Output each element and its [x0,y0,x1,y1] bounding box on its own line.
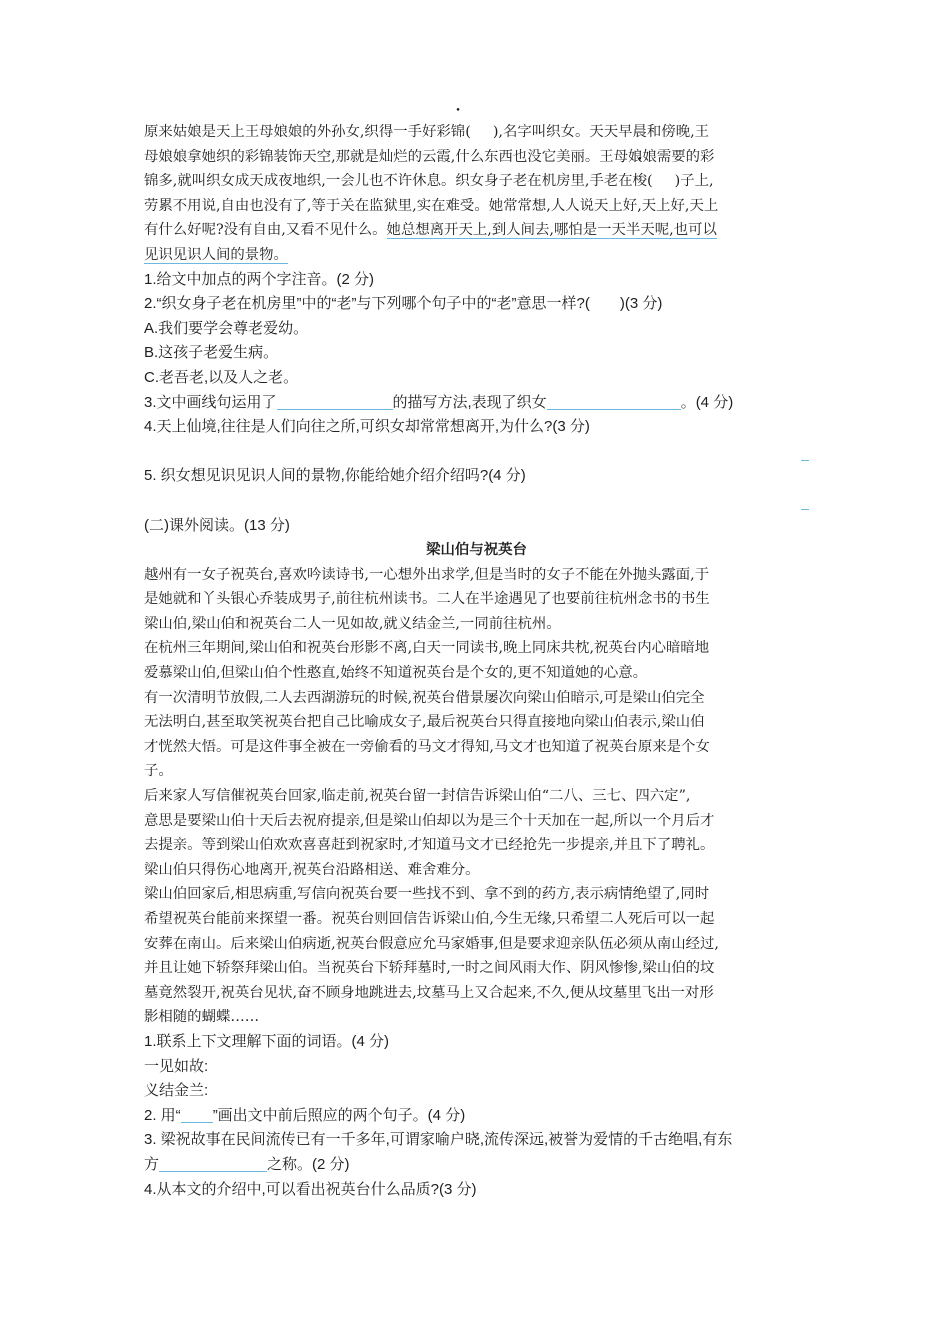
question-5: 5. 织女想见识见识人间的景物,你能给她介绍介绍吗?(4 分) [144,467,526,485]
passage1-line1 [144,120,809,145]
passage2-line: 有一次清明节放假,二人去西湖游玩的时候,祝英台借景屡次向梁山伯暗示,可是梁山伯完全 [144,689,705,706]
text: 2.“织女身子老在机房里”中的“老”与下列哪个句子中的“老”意思一样?( [144,295,590,313]
section-heading: (二)课外阅读。(13 分) [144,516,290,534]
passage2-line: 影相随的蝴蝶…… [144,1009,260,1026]
passage2-line: 梁山伯回家后,相思病重,写信向祝英台要一些找不到、拿不到的药方,表示病情绝望了,同时 [144,886,710,903]
passage2-line: 后来家人写信催祝英台回家,临走前,祝英台留一封信告诉梁山伯“二八、三七、四六定”, [144,788,691,805]
passage2-line: 梁山伯,梁山伯和祝英台二人一见如故,就义结金兰,一同前往杭州。 [144,615,561,632]
passage2-line: 才恍然大悟。可是这件事全被在一旁偷看的马文才得知,马文才也知道了祝英台原来是个女 [144,738,710,755]
underlined-sentence-end: 见识见识人间的景物。 [144,246,288,263]
option-b[interactable]: B.这孩子老爱生病。 [144,344,279,362]
text: )子上, [674,173,714,190]
text: ”画出文中前后照应的两个句子。(4 分) [212,1106,466,1124]
worksheet-page [144,120,809,1202]
text: 2. 用“ [144,1106,181,1124]
text: )(3 分) [619,295,663,313]
answer-blank-trait[interactable] [547,393,681,410]
passage2-line: 希望祝英台能前来探望一番。祝英台则回信告诉梁山伯,今生无缘,只希望二人死后可以一起 [144,911,715,927]
text: 原来姑娘是天上王母娘娘的外孙女,织得一手好彩 [144,124,451,140]
answer-area-q4[interactable] [144,440,809,465]
option-c[interactable]: C.老吾老,以及人之老。 [144,368,299,386]
option-a[interactable]: A.我们要学会尊老爱幼。 [144,319,309,337]
answer-blank-method[interactable] [277,393,393,410]
underline-sample [181,1106,213,1123]
question2-2 [144,1104,809,1129]
passage2-line: 是她就和丫头银心乔装成男子,前往杭州读书。二人在半途遇见了也要前往杭州念书的书生 [144,591,710,608]
question2-4: 4.从本文的介绍中,可以看出祝英台什么品质?(3 分) [144,1180,477,1198]
question-2 [144,292,809,317]
passage-title: 梁山伯与祝英台 [426,541,527,559]
passage2-line: 去提亲。等到梁山伯欢欢喜喜赶到祝家时,才知道马文才已经抢先一步提亲,并且下了聘礼。 [144,837,715,854]
question2-3-cont [144,1153,809,1178]
question-1: 1.给文中加点的两个字注音。(2 分) [144,270,375,288]
question-4: 4.天上仙境,往往是人们向往之所,可织女却常常想离开,为什么?(3 分) [144,418,590,436]
text: ( [647,173,653,190]
passage2-line: 越州有一女子祝英台,喜欢吟读诗书,一心想外出求学,但是当时的女子不能在外抛头露面,于 [144,566,710,583]
passage1-line3 [144,169,809,194]
answer-area-q5[interactable] [144,489,809,514]
passage2-line: 并且让她下轿祭拜梁山伯。当祝英台下轿拜墓时,一时之间风雨大作、阴风惨惨,梁山伯的坟 [144,960,715,977]
question2-3: 3. 梁祝故事在民间流传已有一千多年,可谓家喻户晓,流传深远,被誉为爱情的千古绝唱,有东 [144,1131,733,1149]
text: 有什么好呢?没有自由,又看不见什么。 [144,222,387,239]
text: 之称。(2 分) [267,1155,350,1173]
passage2-line: 无法明白,甚至取笑祝英台把自己比喻成女子,最后祝英台只得直接地向梁山伯表示,梁山伯 [144,714,705,731]
text: 方 [144,1155,160,1173]
dotted-char-suo: 梭 [632,173,648,190]
passage2-line: 子。 [144,763,173,780]
text: 3.文中画线句运用了 [144,393,277,411]
dotted-char-jin: 锦 [450,124,466,140]
text: ( [465,124,471,140]
passage1-line4: 劳累不用说,自由也没有了,等于关在监狱里,实在难受。她常常想,人人说天上好,天上好,天上 [144,197,719,214]
passage2-line: 爱慕梁山伯,但梁山伯个性憨直,始终不知道祝英台是个女的,更不知道她的心意。 [144,665,648,682]
passage1-line5 [144,218,809,243]
term-yijianrugu[interactable]: 一见如故: [144,1057,209,1075]
passage2-line: 墓竟然裂开,祝英台见状,奋不顾身地跳进去,坟墓马上又合起来,不久,便从坟墓里飞出一对形 [144,984,714,1001]
question2-1: 1.联系上下文理解下面的词语。(4 分) [144,1032,390,1050]
text: 锦多,就叫织女成天成夜地织,一会儿也不许休息。织女身子老在机房里,手老在 [144,173,633,190]
answer-blank-q2-3[interactable] [159,1155,267,1172]
passage2-line: 在杭州三年期间,梁山伯和祝英台形影不离,白天一同读书,晚上同床共枕,祝英台内心暗暗地 [144,640,710,657]
term-yijiejinlan[interactable]: 义结金兰: [144,1082,209,1100]
question-3 [144,391,809,416]
underlined-sentence: 她总想离开天上,到人间去,哪怕是一天半天呢,也可以 [386,222,717,239]
passage1-line2: 母娘娘拿她织的彩锦装饰天空,那就是灿烂的云霞,什么东西也没它美丽。王母娘娘需要的彩 [144,148,715,165]
text: ),名字叫织女。天天早晨和傍晚,王 [492,124,710,140]
passage2-line: 意思是要梁山伯十天后去祝府提亲,但是梁山伯却以为是三个十天加在一起,所以一个月后才 [144,812,715,829]
passage2-line: 安葬在南山。后来梁山伯病逝,祝英台假意应允马家婚事,但是要求迎亲队伍必须从南山经过, [144,935,719,952]
text: 。(4 分) [680,393,734,411]
text: 的描写方法,表现了织女 [392,393,547,411]
passage1-line6 [144,243,809,268]
passage2-line: 梁山伯只得伤心地离开,祝英台沿路相送、难舍难分。 [144,861,480,878]
